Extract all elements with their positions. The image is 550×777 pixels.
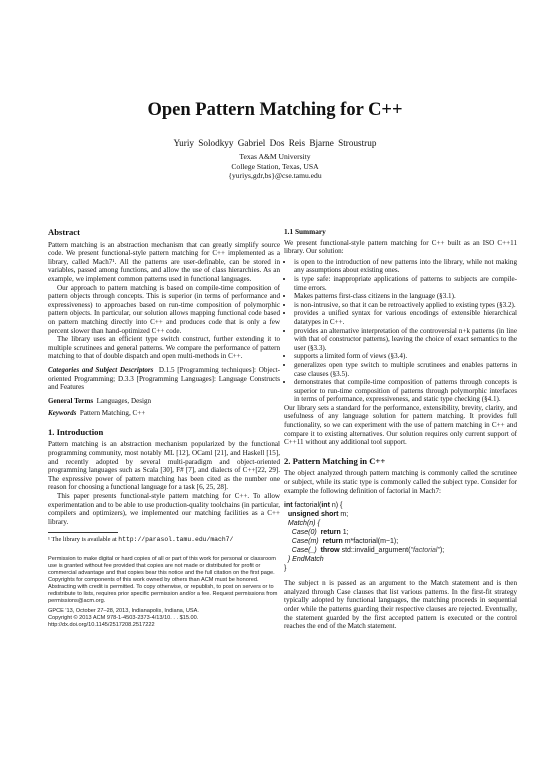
contribution-item: • demonstrates that compile-time composition of patterns through concepts is superior to run-time composition of patterns through polymorphic interfaces in terms of performance, expressiveness, and static type checking (§4.1). [294, 378, 517, 404]
contribution-item: • provides an alternative interpretation of the controversial n+k patterns (in line with that of constructor patterns), leaving the choice of exact semantics to the user (§3.3). [294, 327, 517, 353]
keywords-label: Keywords [48, 409, 77, 418]
abstract-paragraph: The library uses an efficient type switch construct, further extending it to multiple scrutinees and general patterns. We compare the performance of pattern matching to that of double dispatch and open multi-methods in C++. [48, 335, 280, 361]
code-line: Case(0) return 1; [284, 529, 349, 537]
footnote [48, 536, 280, 544]
code-line: } EndMatch [284, 556, 324, 564]
permission-block [48, 556, 280, 629]
footnote-link[interactable]: http://parasol.tamu.edu/mach7/ [118, 536, 234, 544]
right-column [284, 228, 517, 631]
categories-label: Categories and Subject Descriptors [48, 365, 154, 374]
permission-notice: Permission to make digital or hard copies of all or part of this work for personal or classroom use is granted without fee provided that copies are not made or distributed for profit or commercial advantage and that copies bear this notice and the full citation on the first page. Copyrights for components of this work owned by others than ACM must be honored. Abstracting with credit is permitted. To copy otherwise, or republish, to post on servers or to redistribute to lists, requires prior specific permission and/or a fee. Request permissions from permissions@acm.org. [48, 556, 278, 605]
summary-close: Our library sets a standard for the performance, extensibility, brevity, clarity, and usefulness of any language solution for pattern matching. It provides full functionality, so we can experiment with the use of pattern matching in C++ and compare it to existing alternatives. Our solution requires only current support of C++11 without any additional tool support. [284, 403, 517, 447]
code-listing [284, 501, 517, 573]
location: College Station, Texas, USA [231, 161, 319, 171]
abstract-heading: Abstract [48, 227, 80, 237]
institution: Texas A&M University [239, 152, 311, 161]
summary-heading: 1.1 Summary [284, 227, 326, 236]
intro-paragraph: Pattern matching is an abstraction mechanism popularized by the functional programming community, most notably ML [12], OCaml [21], and Haskell [15], and recently adopted by several multi-paradigm and object-oriented programming languages such as Scala [30], F# [7], and dialects of C++[22, 29]. The expressive power of pattern matching has been cited as the number one reason for choosing a functional language for a task [6, 25, 28]. [48, 440, 280, 492]
contribution-item: • is non-intrusive, so that it can be retroactively applied to existing types (§3.2). [294, 301, 517, 310]
section-2-paragraph: The subject n is passed as an argument to the Match statement and is then analyzed through Case clauses that list various patterns. In the first-fit strategy typically adopted by functional languages, the matching proceeds in sequential order while the patterns guarding their respective clauses are rejected. Eventually, the statement guarded by the first accepted pattern is executed or the control reaches the end of the Match statement. [284, 579, 517, 631]
categories [48, 366, 280, 392]
intro-heading: 1. Introduction [48, 426, 104, 437]
section-2-heading: 2. Pattern Matching in C++ [284, 455, 386, 466]
affiliation [0, 152, 550, 181]
abstract-paragraph: Pattern matching is an abstraction mechanism that can greatly simplify source code. We present functional-style pattern matching for C++ implemented as a library, called Mach7¹. All the patterns are user-definable, can be stored in variables, passed among functions, and allow the use of class hierarchies. As an example, we implement common patterns used in functional languages. [48, 240, 280, 283]
copyright: Copyright © 2013 ACM 978-1-4503-2373-4/13/10. . . $15.00. [48, 615, 199, 622]
code-line: unsigned short m; [284, 511, 349, 519]
contribution-item: • is open to the introduction of new patterns into the library, while not making any assumptions about existing ones. [294, 258, 517, 275]
code-line: int factorial(int n) { [284, 502, 343, 510]
left-column [48, 228, 280, 629]
categories-text: D.1.5 [Programming techniques]: Object-oriented Programming; D.3.3 [Programming Languages]: Language Constructs and Features [48, 365, 280, 392]
footnote-text: ¹ The library is available at [48, 536, 119, 544]
abstract-paragraph: Our approach to pattern matching is based on compile-time composition of pattern objects through concepts. This is superior (in terms of performance and expressiveness) to approaches based on run-time composition of polymorphic pattern objects. In particular, our solution allows mapping functional code based on pattern matching directly into C++ and produces code that is only a few percent slower than hand-optimized C++ code. [48, 283, 280, 335]
authors: Yuriy Solodkyy Gabriel Dos Reis Bjarne Stroustrup [173, 138, 377, 148]
code-line: Case(_) throw std::invalid_argument("factorial"); [284, 547, 445, 555]
contribution-item: • generalizes open type switch to multiple scrutinees and enables patterns in case clauses (§3.5). [294, 361, 517, 378]
intro-paragraph: This paper presents functional-style pattern matching for C++. To allow experimentation and to be able to use production-quality toolchains (in particular, compilers and optimizers), we implemented our matching facilities as a C++ library. [48, 492, 280, 526]
code-line: Match(n) { [284, 520, 320, 528]
section-2-paragraph: The object analyzed through pattern matching is commonly called the scrutinee or subject, while its static type is commonly called the subject type. Consider for example the following definition of factorial in Mach7: [284, 469, 517, 495]
paper-title: Open Pattern Matching for C++ [147, 100, 403, 120]
contribution-item: • is type safe: inappropriate applications of patterns to subjects are compile-time errors. [294, 275, 517, 292]
code-line: Case(m) return m*factorial(m−1); [284, 538, 399, 546]
general-terms [48, 397, 280, 406]
keywords [48, 409, 280, 418]
doi-link[interactable]: http://dx.doi.org/10.1145/2517208.2517222 [48, 622, 155, 629]
conference-info: GPCE '13, October 27–28, 2013, Indianapolis, Indiana, USA. [48, 608, 199, 615]
contribution-list [284, 258, 517, 404]
code-line: } [284, 565, 287, 573]
contribution-item: • Makes patterns first-class citizens in the language (§3.1). [294, 292, 517, 301]
summary-intro: We present functional-style pattern matching for C++ built as an ISO C++11 library. Our solution: [284, 238, 517, 256]
contribution-item: • supports a limited form of views (§3.4). [294, 352, 517, 361]
general-terms-label: General Terms [48, 396, 94, 405]
keywords-text: Pattern Matching, C++ [79, 409, 146, 418]
email[interactable]: {yuriys,gdr,bs}@cse.tamu.edu [228, 171, 322, 180]
contribution-item: • provides a unified syntax for various encodings of extensible hierarchical datatypes in C++. [294, 309, 517, 326]
general-terms-text: Languages, Design [96, 396, 152, 405]
footnote-rule [48, 532, 118, 533]
